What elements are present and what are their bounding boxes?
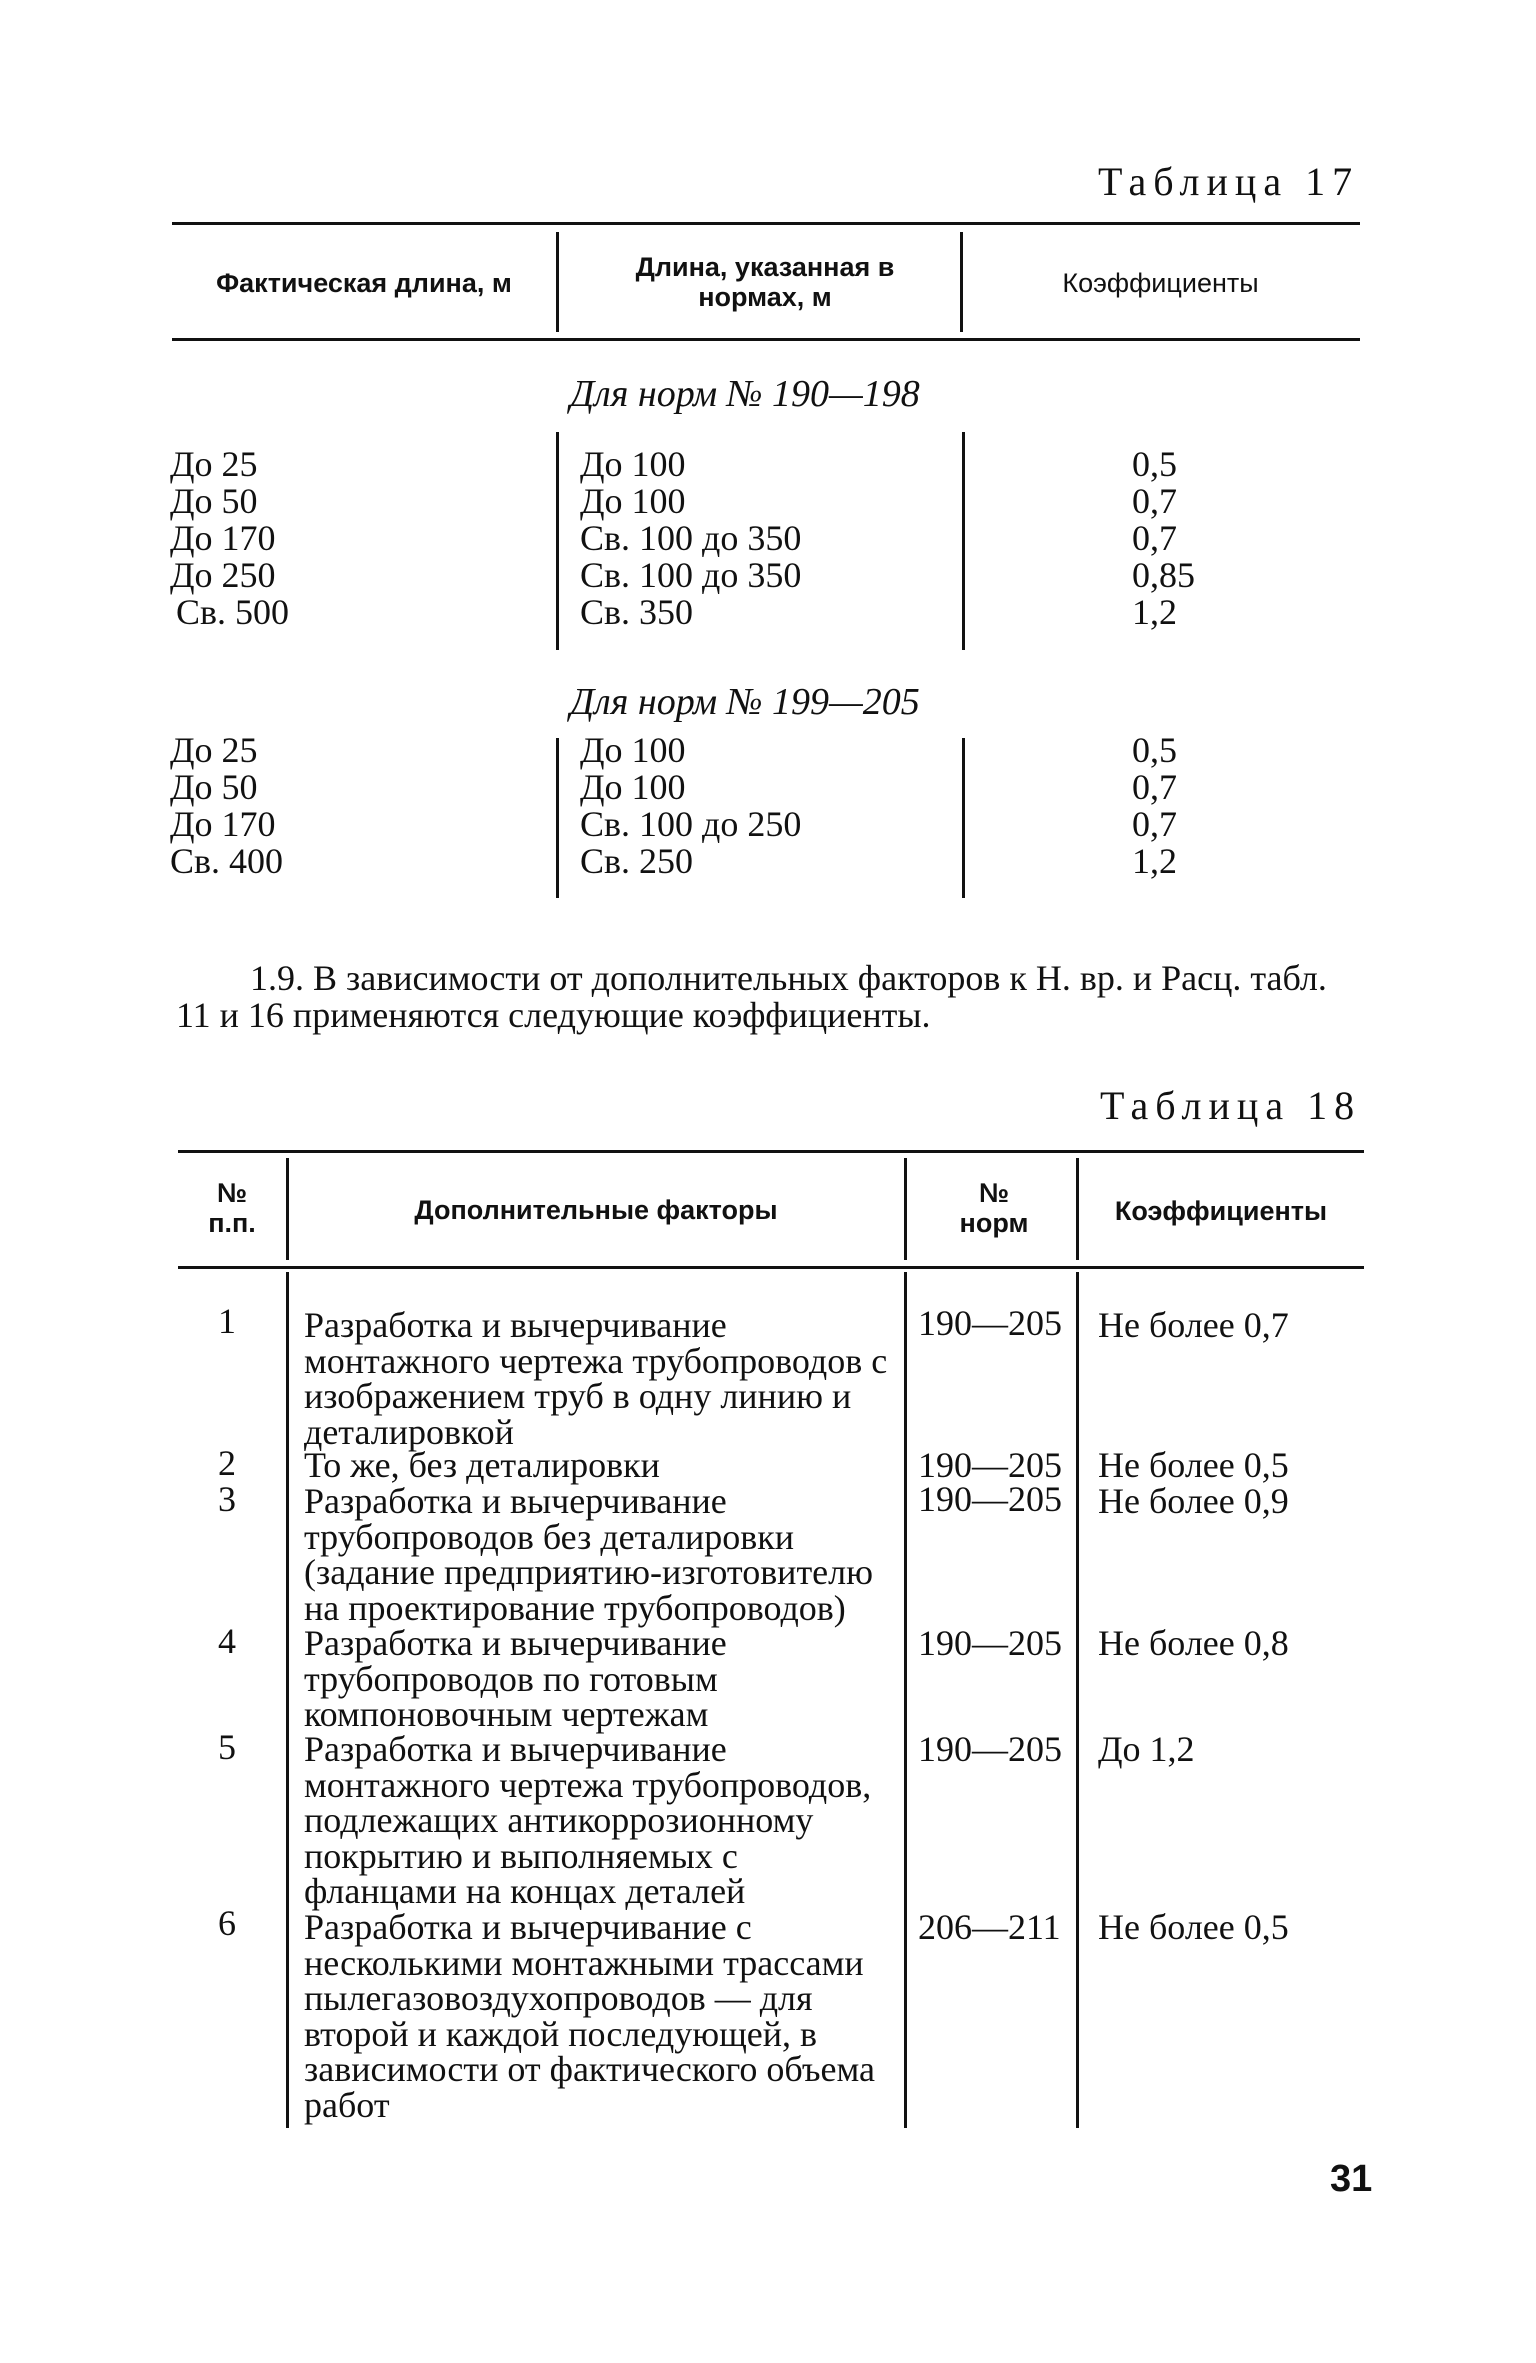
- table-17-column-divider: [556, 432, 559, 650]
- table-18-row-coefficient: Не более 0,9: [1098, 1481, 1289, 1521]
- table-17-group-1-coef-column: [1132, 446, 1195, 631]
- table-17-cell-norm: Св. 100 до 250: [580, 804, 802, 844]
- table-18-row-coefficient: Не более 0,5: [1098, 1907, 1289, 1947]
- table-17-cell-actual: До 25: [170, 730, 258, 770]
- table-18-header-divider: [1076, 1158, 1079, 1260]
- table-17-cell-actual: До 250: [170, 555, 276, 595]
- table-17-cell-actual: До 50: [170, 481, 258, 521]
- table-18-column-divider: [904, 1272, 907, 2128]
- table-18-row-number: 5: [218, 1727, 236, 1767]
- table-17-column-divider: [962, 738, 965, 898]
- table-18-header-divider: [904, 1158, 907, 1260]
- table-17-cell-coef: 0,5: [1132, 730, 1177, 770]
- table-17-cell-norm: До 100: [580, 444, 686, 484]
- table-18-header-norms: № норм: [959, 1178, 1029, 1238]
- table-18-row-factor: Разработка и вычерчивание с несколькими монтажными трассами пылегазовоздухопроводов — для второй и каждой последующей, в зависимости от фактического объема работ: [304, 1907, 875, 2125]
- table-17-cell-coef: 0,85: [1132, 555, 1195, 595]
- table-18-row-norms: 206—211: [918, 1907, 1061, 1947]
- table-18-row-norms: 190—205: [918, 1445, 1062, 1485]
- table-18-row-factor: Разработка и вычерчивание трубопроводов по готовым компоновочным чертежам: [304, 1623, 727, 1734]
- table-18-row-norms: 190—205: [918, 1303, 1062, 1343]
- table-17-cell-norm: Св. 100 до 350: [580, 555, 802, 595]
- table-18-row-norms: 190—205: [918, 1623, 1062, 1663]
- table-18-caption: Таблица 18: [1100, 1083, 1362, 1128]
- table-17-cell-norm: Св. 100 до 350: [580, 518, 802, 558]
- table-17-cell-actual: Св. 500: [176, 592, 290, 632]
- table-17-cell-norm: До 100: [580, 767, 686, 807]
- table-18-row-factor: Разработка и вычерчивание монтажного чертежа трубопроводов, подлежащих антикоррозионному покрытию и выполняемых с фланцами на концах деталей: [304, 1729, 872, 1911]
- table-17-group-1-norm-column: [580, 446, 801, 631]
- table-17-header-divider: [556, 232, 559, 332]
- table-17-cell-coef: 1,2: [1132, 592, 1177, 632]
- table-18-row-coefficient: Не более 0,5: [1098, 1445, 1289, 1485]
- table-17-cell-actual: До 170: [170, 518, 276, 558]
- table-18-header-factors: Дополнительные факторы: [414, 1195, 778, 1225]
- table-17-cell-norm: Св. 250: [580, 841, 694, 881]
- table-17-column-divider: [962, 432, 965, 650]
- table-17-cell-actual: До 170: [170, 804, 276, 844]
- table-17-cell-norm: До 100: [580, 481, 686, 521]
- table-18-header-rule: [178, 1266, 1364, 1269]
- table-17-cell-coef: 0,7: [1132, 481, 1177, 521]
- table-17-top-rule: [172, 222, 1360, 225]
- table-18-row-number: 6: [218, 1903, 236, 1943]
- table-18-row-coefficient: До 1,2: [1098, 1729, 1195, 1769]
- table-17-group-title: Для норм № 190—198: [570, 373, 920, 415]
- table-17-group-2-coef-column: [1132, 732, 1177, 880]
- table-17-group-2-norm-column: [580, 732, 801, 880]
- table-18-row-factor: Разработка и вычерчивание трубопроводов без деталировки (задание предприятию-изготовителю на проектирование трубопроводов): [304, 1481, 874, 1628]
- table-18-row-number: 2: [218, 1443, 236, 1483]
- table-17-cell-coef: 0,7: [1132, 804, 1177, 844]
- table-17-group-title: Для норм № 199—205: [570, 681, 920, 723]
- table-17-cell-coef: 0,7: [1132, 518, 1177, 558]
- table-17-group-1-actual-column: [170, 446, 289, 631]
- table-17-cell-coef: 0,5: [1132, 444, 1177, 484]
- table-18-header-coefficients: Коэффициенты: [1114, 1196, 1328, 1226]
- table-17-header-norm-length: Длина, указанная в нормах, м: [635, 252, 895, 312]
- table-17-caption: Таблица 17: [1098, 159, 1360, 204]
- page-number: 31: [1330, 2158, 1373, 2200]
- table-18-header-divider: [286, 1158, 289, 1260]
- table-17-group-2-actual-column: [170, 732, 283, 880]
- table-17-cell-actual: Св. 400: [170, 841, 284, 881]
- table-18-row-norms: 190—205: [918, 1729, 1062, 1769]
- table-18-header-num: № п.п.: [208, 1178, 256, 1238]
- table-18-row-number: 3: [218, 1479, 236, 1519]
- table-17-cell-coef: 0,7: [1132, 767, 1177, 807]
- table-17-cell-actual: До 50: [170, 767, 258, 807]
- table-18-row-coefficient: Не более 0,7: [1098, 1305, 1289, 1345]
- table-18-row-factor: То же, без деталировки: [304, 1445, 660, 1485]
- table-17-header-actual-length: Фактическая длина, м: [216, 268, 512, 298]
- table-17-column-divider: [556, 738, 559, 898]
- table-17-cell-actual: До 25: [170, 444, 258, 484]
- table-18-row-norms: 190—205: [918, 1479, 1062, 1519]
- table-18-row-number: 1: [218, 1301, 236, 1341]
- table-18-row-number: 4: [218, 1621, 236, 1661]
- table-18-row-coefficient: Не более 0,8: [1098, 1623, 1289, 1663]
- table-18-column-divider: [1076, 1272, 1079, 2128]
- table-17-header-coefficients: Коэффициенты: [1062, 268, 1259, 298]
- table-18-column-divider: [286, 1272, 289, 2128]
- table-18-top-rule: [178, 1150, 1364, 1153]
- table-18-row-factor: Разработка и вычерчивание монтажного чертежа трубопроводов с изображением труб в одну линию и деталировкой: [304, 1305, 888, 1452]
- table-17-cell-norm: Св. 350: [580, 592, 694, 632]
- table-17-cell-coef: 1,2: [1132, 841, 1177, 881]
- table-17-header-rule: [172, 338, 1360, 341]
- body-paragraph: 1.9. В зависимости от дополнительных факторов к Н. вр. и Расц. табл. 11 и 16 применяются следующие коэффициенты.: [176, 958, 1327, 1035]
- table-17-cell-norm: До 100: [580, 730, 686, 770]
